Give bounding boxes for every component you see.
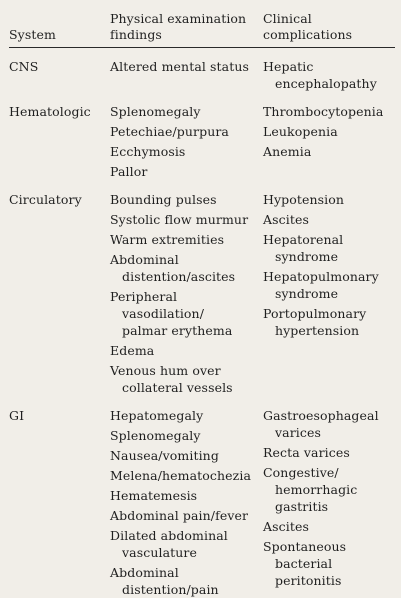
header-findings: Physical examination findings <box>110 11 247 42</box>
system-cell: Circulatory <box>9 192 82 207</box>
clinical-findings-table <box>0 4 401 597</box>
findings-cell <box>110 407 263 598</box>
complication-item: Anemia <box>263 144 312 159</box>
finding-item: Edema <box>110 343 155 358</box>
complications-cell <box>263 191 395 339</box>
findings-cell <box>110 103 263 180</box>
finding-item: Hematemesis <box>110 488 198 503</box>
finding-item: Systolic flow murmur <box>110 212 249 227</box>
finding-item: Ecchymosis <box>110 144 186 159</box>
table-row-circulatory <box>9 191 395 396</box>
complication-item: Spontaneous bacterial peritonitis <box>263 539 347 588</box>
system-cell: CNS <box>9 59 39 74</box>
finding-item: Pallor <box>110 164 148 179</box>
complication-item: Hepatorenal syndrome <box>263 232 344 264</box>
finding-item: Nausea/vomiting <box>110 448 219 463</box>
finding-item: Hepatomegaly <box>110 408 204 423</box>
complication-item: Congestive/ hemorrhagic gastritis <box>263 465 358 514</box>
finding-item: Splenomegaly <box>110 104 201 119</box>
findings-cell <box>110 191 263 396</box>
complication-item: Gastroesophageal varices <box>263 408 379 440</box>
complication-item: Portopulmonary hypertension <box>263 306 367 338</box>
complications-cell <box>263 103 395 160</box>
system-cell: GI <box>9 408 25 423</box>
complication-item: Ascites <box>263 212 309 227</box>
table-row-gi <box>9 407 395 598</box>
findings-cell <box>110 58 263 75</box>
complication-item: Hepatopulmonary syndrome <box>263 269 379 301</box>
system-cell: Hematologic <box>9 104 91 119</box>
finding-item: Abdominal pain/fever <box>110 508 249 523</box>
complication-item: Thrombocytopenia <box>263 104 384 119</box>
finding-item: Peripheral vasodilation/ palmar erythema <box>110 289 233 338</box>
finding-item: Venous hum over collateral vessels <box>110 363 233 395</box>
complication-item: Hypotension <box>263 192 345 207</box>
complications-cell <box>263 58 395 92</box>
finding-item: Altered mental status <box>110 59 250 74</box>
finding-item: Abdominal distention/pain <box>110 565 219 597</box>
finding-item: Splenomegaly <box>110 428 201 443</box>
complication-item: Leukopenia <box>263 124 338 139</box>
table-row-hematologic <box>9 103 395 180</box>
complication-item: Hepatic encephalopathy <box>263 59 377 91</box>
table-body <box>9 48 395 598</box>
finding-item: Dilated abdominal vasculature <box>110 528 228 560</box>
complication-item: Ascites <box>263 519 309 534</box>
complication-item: Recta varices <box>263 445 350 460</box>
finding-item: Petechiae/purpura <box>110 124 229 139</box>
header-system: System <box>9 27 56 42</box>
finding-item: Melena/hematochezia <box>110 468 251 483</box>
table-row-cns <box>9 58 395 92</box>
table-header <box>9 4 395 48</box>
finding-item: Warm extremities <box>110 232 225 247</box>
finding-item: Bounding pulses <box>110 192 217 207</box>
finding-item: Abdominal distention/ascites <box>110 252 236 284</box>
header-complications: Clinical complications <box>263 11 353 42</box>
complications-cell <box>263 407 395 589</box>
